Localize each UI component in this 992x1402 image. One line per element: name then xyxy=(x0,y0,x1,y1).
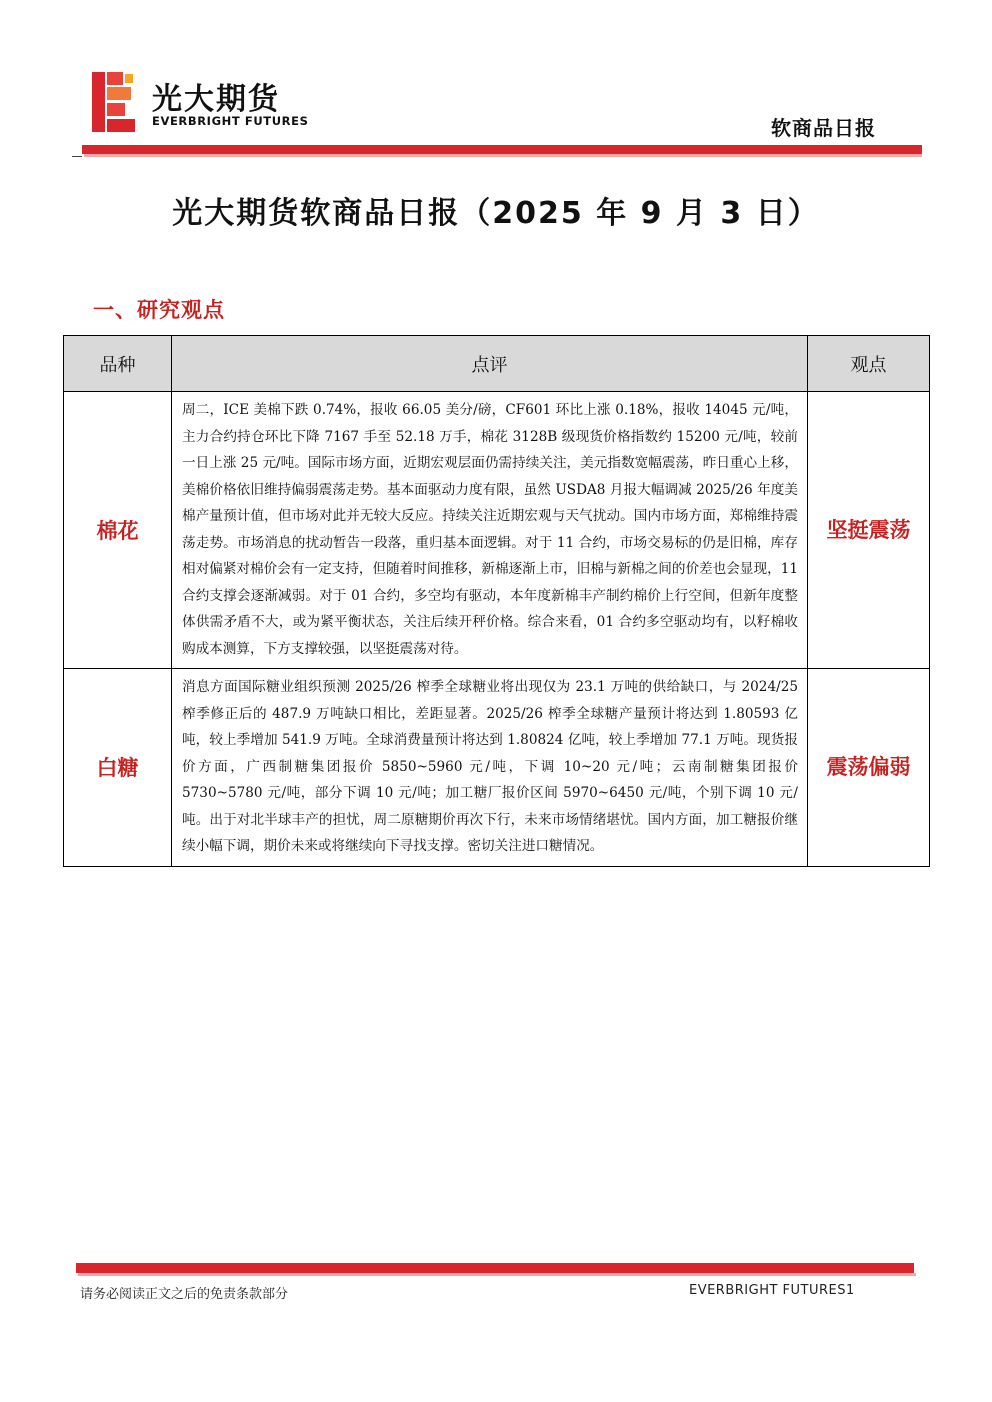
header-divider xyxy=(82,145,922,154)
section-heading: 一、研究观点 xyxy=(93,298,225,322)
row-view: 坚挺震荡 xyxy=(808,392,930,669)
company-logo xyxy=(92,72,322,134)
document-title: 光大期货软商品日报（2025 年 9 月 3 日） xyxy=(172,196,820,231)
table-row xyxy=(64,669,930,867)
footer-divider-shadow xyxy=(78,1273,916,1276)
table-header-row xyxy=(64,336,930,392)
header-view: 观点 xyxy=(808,336,930,392)
footer-divider xyxy=(76,1263,914,1273)
row-comment: 周二，ICE 美棉下跌 0.74%，报收 66.05 美分/磅，CF601 环比上涨 0.18%，报收 14045 元/吨，主力合约持仓环比下降 7167 手至 52.18 万手，棉花 3128B 级现货价格指数约 15200 元/吨，较前一日上涨 25 元/吨。国际市场方面，近期宏观层面仍需持续关注，美元指数宽幅震荡，昨日重心上移，美棉价格依旧维持偏弱震荡走势。基本面驱动力度有限，虽然 USDA8 月报大幅调减 2025/26 年度美棉产量预计值，但市场对此并无较大反应。持续关注近期宏观与天气扰动。国内市场方面，郑棉维持震荡走势。市场消息的扰动暂告一段落，重归基本面逻辑。对于 11 合约，市场交易标的仍是旧棉，库存相对偏紧对棉价会有一定支持，但随着时间推移，新棉逐渐上市，旧棉与新棉之间的价差也会显现，11 合约支撑会逐渐减弱。对于 01 合约，多空均有驱动，本年度新棉丰产制约棉价上行空间，但新年度整体供需矛盾不大，或为紧平衡状态，关注后续开秤价格。综合来看，01 合约多空驱动均有，以籽棉收购成本测算，下方支撑较强，以坚挺震荡对待。 xyxy=(172,392,808,669)
everbright-logo-icon xyxy=(92,72,138,132)
row-category: 棉花 xyxy=(64,392,172,669)
brand-name-en: EVERBRIGHT FUTURES xyxy=(152,114,309,128)
footer-company: EVERBRIGHT FUTURES xyxy=(688,1283,846,1298)
table-row xyxy=(64,392,930,669)
footer-disclaimer: 请务必阅读正文之后的免责条款部分 xyxy=(80,1287,289,1302)
report-type-label: 软商品日报 xyxy=(771,116,876,140)
brand-name-cn: 光大期货 xyxy=(152,82,280,117)
row-category: 白糖 xyxy=(64,669,172,867)
header-divider-shadow xyxy=(84,154,922,157)
header-category: 品种 xyxy=(64,336,172,392)
row-comment: 消息方面国际糖业组织预测 2025/26 榨季全球糖业将出现仅为 23.1 万吨的供给缺口，与 2024/25 榨季修正后的 487.9 万吨缺口相比，差距显著。2025/26 榨季全球糖产量预计将达到 1.80593 亿吨，较上季增加 541.9 万吨。全球消费量预计将达到 1.80824 亿吨，较上季增加 77.1 万吨。现货报价方面，广西制糖集团报价 5850~5960 元/吨，下调 10~20 元/吨；云南制糖集团报价 5730~5780 元/吨，部分下调 10 元/吨；加工糖厂报价区间 5970~6450 元/吨，个别下调 10 元/吨。出于对北半球丰产的担忧，周二原糖期价再次下行，未来市场情绪堪忧。国内方面，加工糖报价继续小幅下调，期价未来或将继续向下寻找支撑。密切关注进口糖情况。 xyxy=(172,669,808,867)
research-view-table xyxy=(63,335,930,867)
page-number: 1 xyxy=(846,1283,855,1298)
row-view: 震荡偏弱 xyxy=(808,669,930,867)
header-tick-mark xyxy=(72,156,82,157)
header-comment: 点评 xyxy=(172,336,808,392)
